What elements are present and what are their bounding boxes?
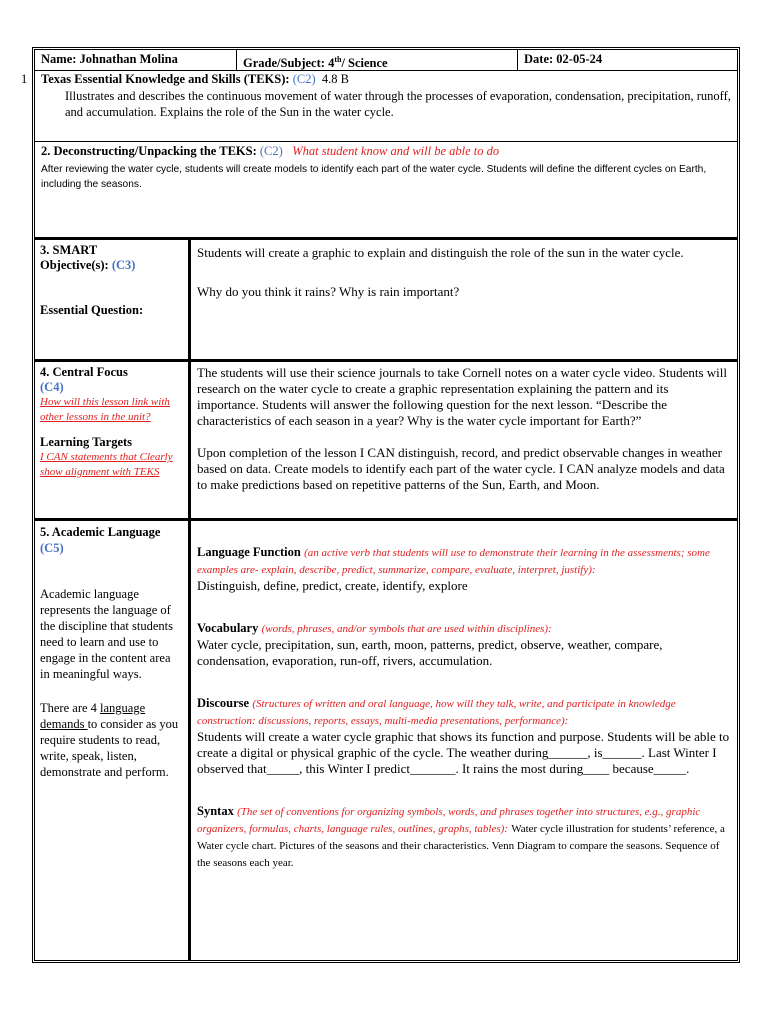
lesson-plan-table [21, 47, 740, 963]
teks-title-line [41, 72, 731, 87]
vocabulary-hint: (words, phrases, and/or symbols that are used within disciplines): [261, 623, 552, 635]
learning-targets-text: Upon completion of the lesson I CAN distinguish, record, and predict observable changes in weather based on data. Create models to identify each part of the water cycle. I CAN analyze models and data to make predictions based on repetitive patterns of the Sun, Earth, and Moon. [197, 445, 725, 492]
name-value: Johnathan Molina [79, 52, 178, 66]
teks-body: Illustrates and describes the continuous movement of water through the processes of evaporation, condensation, precipitation, runoff, and accumulation. Explains the role of the Sun in the water cycle. [65, 89, 731, 119]
language-function-hint: (an active verb that students will use to demonstrate their learning in the assessments; some examples are- explain, describe, predict, summarize, compare, evaluate, interpret, justify): [197, 547, 710, 576]
language-demands-text: There are 4 language demands to consider as you require students to read, write, speak, listen, demonstrate and perform. [40, 701, 179, 779]
central-focus-hint: How will this lesson link with other lessons in the unit? [40, 396, 170, 423]
header-row [35, 50, 737, 71]
vocabulary-text: Water cycle, precipitation, sun, earth, moon, patterns, predict, observe, weather, compare, condensation, evaporation, run-off, rivers, accumulation. [197, 637, 663, 668]
academic-language-content-cell [191, 521, 737, 961]
learning-targets-label: Learning Targets [40, 435, 133, 449]
central-focus-text: The students will use their science journals to take Cornell notes on a water cycle video. Students will research on the water cycle to create a graphic representation explaining the pattern and its importance. Students will answer the following question for the next lesson. “Describe the characteristics of each season in a year? Why is the water cycle important for Earth?” [197, 365, 727, 428]
smart-objective-row [35, 240, 737, 362]
date-cell [518, 50, 737, 70]
unpacking-hint: What student know and will be able to do [292, 144, 500, 158]
smart-objective-label-cell [35, 240, 191, 359]
name-cell [35, 50, 237, 70]
date-value: 02-05-24 [556, 52, 603, 66]
grade-label: Grade/Subject: [243, 56, 325, 71]
vocabulary-block [197, 620, 731, 669]
grade-cell [237, 50, 518, 70]
teks-code: (C2) [292, 72, 316, 86]
smart-objective-content-cell [191, 240, 737, 359]
unpacking-title-line [41, 143, 731, 160]
discourse-label: Discourse [197, 696, 250, 710]
objective-title-line: Objective(s): (C3) [40, 258, 136, 272]
academic-language-description: Academic language represents the language of the discipline that students need to learn and use to engage in the content area in meaningful ways. [40, 587, 173, 681]
syntax-label: Syntax [197, 804, 234, 818]
smart-title: 3. SMART [40, 243, 98, 257]
central-focus-code: (C4) [40, 380, 64, 394]
unpacking-section [35, 142, 737, 240]
language-function-label: Language Function [197, 545, 301, 559]
syntax-text: Water cycle illustration for students’ reference, a Water cycle chart. Pictures of the seasons and their characteristics. Venn Diagram to compare the seasons. Sequence of the seasons each year. [197, 823, 725, 869]
lesson-plan-page [21, 47, 740, 963]
teks-number: 4.8 B [321, 72, 349, 86]
central-focus-row [35, 362, 737, 521]
syntax-block [197, 803, 731, 871]
teks-section [21, 71, 737, 142]
date-label: Date: [524, 52, 554, 66]
teks-title: Texas Essential Knowledge and Skills (TEKS): [41, 72, 290, 86]
academic-language-row [35, 521, 737, 961]
central-focus-label-cell [35, 362, 191, 518]
syntax-hint: (The set of conventions for organizing symbols, words, and phrases together into structures, e.g., graphic organizers, formulas, charts, language rules, outlines, graphs, tables): [197, 806, 701, 835]
grade-value: 4th/ Science [328, 55, 388, 71]
language-function-text: Distinguish, define, predict, create, identify, explore [197, 578, 468, 593]
essential-question-label: Essential Question: [40, 303, 144, 317]
discourse-hint: (Structures of written and oral language, how will they talk, write, and participate in knowledge construction: discussions, reports, essays, multi-media presentations, performance): [197, 698, 676, 727]
essential-question-text: Why do you think it rains? Why is rain important? [197, 284, 460, 299]
learning-targets-hint: I CAN statements that Clearly show alignment with TEKS [40, 451, 173, 478]
academic-language-code: (C5) [40, 541, 64, 555]
unpacking-body: After reviewing the water cycle, students will create models to identify each part of the water cycle. Students will define the different cycles on Earth, including the seasons. [41, 164, 707, 190]
central-focus-content-cell [191, 362, 737, 518]
central-focus-title: 4. Central Focus [40, 365, 128, 379]
unpacking-code: (C2) [259, 144, 283, 158]
academic-language-label-cell [35, 521, 191, 961]
language-function-block [197, 544, 731, 594]
discourse-block [197, 695, 731, 777]
unpacking-title: 2. Deconstructing/Unpacking the TEKS: [41, 144, 257, 158]
discourse-text: Students will create a water cycle graphic that shows its function and purpose. Students will be able to create a digital or physical graphic of the cycle. The weather during______, is______. Last Winter I observed that_____, this Winter I predict_______. It rains the most during____ because_____. [197, 729, 730, 776]
academic-language-title: 5. Academic Language [40, 525, 161, 539]
section-number: 1 [21, 72, 28, 86]
smart-code: (C3) [111, 258, 136, 272]
name-label: Name: [41, 52, 77, 66]
smart-objective-text: Students will create a graphic to explain and distinguish the role of the sun in the water cycle. [197, 245, 684, 260]
vocabulary-label: Vocabulary [197, 621, 259, 635]
